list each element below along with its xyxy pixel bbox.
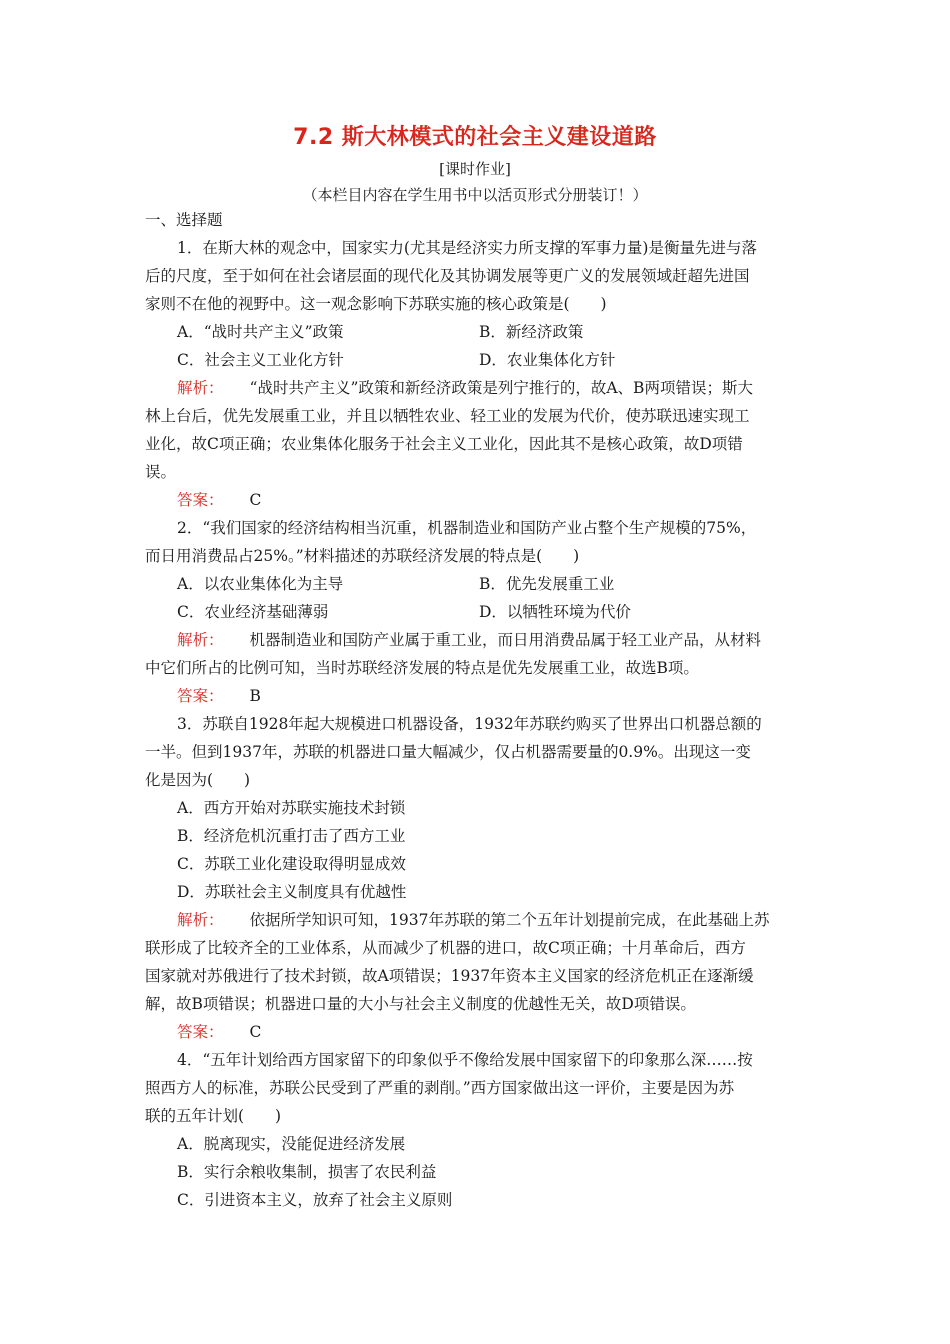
analysis-text: 中它们所占的比例可知，当时苏联经济发展的特点是优先发展重工业，故选B项。 <box>145 659 699 677</box>
question-4-line: 4．“五年计划给西方国家留下的印象似乎不像给发展中国家留下的印象那么深……按 <box>177 1051 753 1069</box>
question-2-analysis <box>177 630 761 650</box>
question-2-option-c: C．农业经济基础薄弱 <box>177 603 329 621</box>
question-3-line: 一半。但到1937年，苏联的机器进口量大幅减少，仅占机器需要量的0.9%。出现这一变 <box>145 743 751 761</box>
question-2-line: 而日用消费品占25%。”材料描述的苏联经济发展的特点是( ) <box>145 547 580 565</box>
answer-value: B <box>249 687 261 705</box>
answer-value: C <box>249 491 262 509</box>
answer-label: 答案： <box>177 687 224 705</box>
answer-label: 答案： <box>177 1023 224 1041</box>
question-2-line: 2．“我们国家的经济结构相当沉重，机器制造业和国防产业占整个生产规模的75%， <box>177 519 757 537</box>
analysis-text: 林上台后，优先发展重工业，并且以牺牲农业、轻工业的发展为代价，使苏联迅速实现工 <box>145 407 750 425</box>
analysis-label: 解析： <box>177 631 224 649</box>
section-heading: 一、选择题 <box>145 211 223 229</box>
question-1-option-b: B．新经济政策 <box>479 323 584 341</box>
question-4-line: 照西方人的标准，苏联公民受到了严重的剥削。”西方国家做出这一评价，主要是因为苏 <box>145 1079 735 1097</box>
question-3-option-a: A．西方开始对苏联实施技术封锁 <box>177 799 406 817</box>
answer-label: 答案： <box>177 491 224 509</box>
binding-note: （本栏目内容在学生用书中以活页形式分册装订！） <box>302 186 648 204</box>
question-1-option-c: C．社会主义工业化方针 <box>177 351 344 369</box>
analysis-text: 机器制造业和国防产业属于重工业，而日用消费品属于轻工业产品，从材料 <box>249 631 762 649</box>
question-3-answer <box>177 1022 261 1042</box>
question-1-option-d: D．农业集体化方针 <box>479 351 616 369</box>
question-3-option-b: B．经济危机沉重打击了西方工业 <box>177 827 406 845</box>
question-1-line: 后的尺度，至于如何在社会诸层面的现代化及其协调发展等更广义的发展领域赶超先进国 <box>145 267 750 285</box>
analysis-text: “战时共产主义”政策和新经济政策是列宁推行的，故A、B两项错误；斯大 <box>249 379 753 397</box>
page-title: 7.2 斯大林模式的社会主义建设道路 <box>293 125 657 150</box>
analysis-text: 联形成了比较齐全的工业体系，从而减少了机器的进口，故C项正确；十月革命后，西方 <box>145 939 746 957</box>
question-3-line: 化是因为( ) <box>145 771 251 789</box>
question-2-option-d: D．以牺牲环境为代价 <box>479 603 631 621</box>
question-1-answer <box>177 490 261 510</box>
analysis-text: 国家就对苏俄进行了技术封锁，故A项错误；1937年资本主义国家的经济危机正在逐渐缓 <box>145 967 754 985</box>
question-3-analysis <box>177 910 769 930</box>
answer-value: C <box>249 1023 262 1041</box>
question-1-option-a: A．“战时共产主义”政策 <box>177 323 344 341</box>
question-3-line: 3．苏联自1928年起大规模进口机器设备，1932年苏联约购买了世界出口机器总额的 <box>177 715 762 733</box>
question-4-line: 联的五年计划( ) <box>145 1107 282 1125</box>
analysis-text: 依据所学知识可知，1937年苏联的第二个五年计划提前完成，在此基础上苏 <box>249 911 770 929</box>
question-4-option-b: B．实行余粮收集制，损害了农民利益 <box>177 1163 437 1181</box>
question-1-line: 1．在斯大林的观念中，国家实力(尤其是经济实力所支撑的军事力量)是衡量先进与落 <box>177 239 757 257</box>
question-2-option-b: B．优先发展重工业 <box>479 575 615 593</box>
analysis-text: 解，故B项错误；机器进口量的大小与社会主义制度的优越性无关，故D项错误。 <box>145 995 696 1013</box>
question-1-line: 家则不在他的视野中。这一观念影响下苏联实施的核心政策是( ) <box>145 295 607 313</box>
analysis-label: 解析： <box>177 911 224 929</box>
question-3-option-d: D．苏联社会主义制度具有优越性 <box>177 883 407 901</box>
question-3-option-c: C．苏联工业化建设取得明显成效 <box>177 855 406 873</box>
analysis-label: 解析： <box>177 379 224 397</box>
question-4-option-c: C．引进资本主义，放弃了社会主义原则 <box>177 1191 453 1209</box>
analysis-text: 误。 <box>145 463 177 481</box>
question-4-option-a: A．脱离现实，没能促进经济发展 <box>177 1135 406 1153</box>
page-subtitle: [课时作业] <box>439 160 511 178</box>
analysis-text: 业化，故C项正确；农业集体化服务于社会主义工业化，因此其不是核心政策，故D项错 <box>145 435 743 453</box>
question-2-option-a: A．以农业集体化为主导 <box>177 575 344 593</box>
question-2-answer <box>177 686 261 706</box>
question-1-analysis <box>177 378 753 398</box>
